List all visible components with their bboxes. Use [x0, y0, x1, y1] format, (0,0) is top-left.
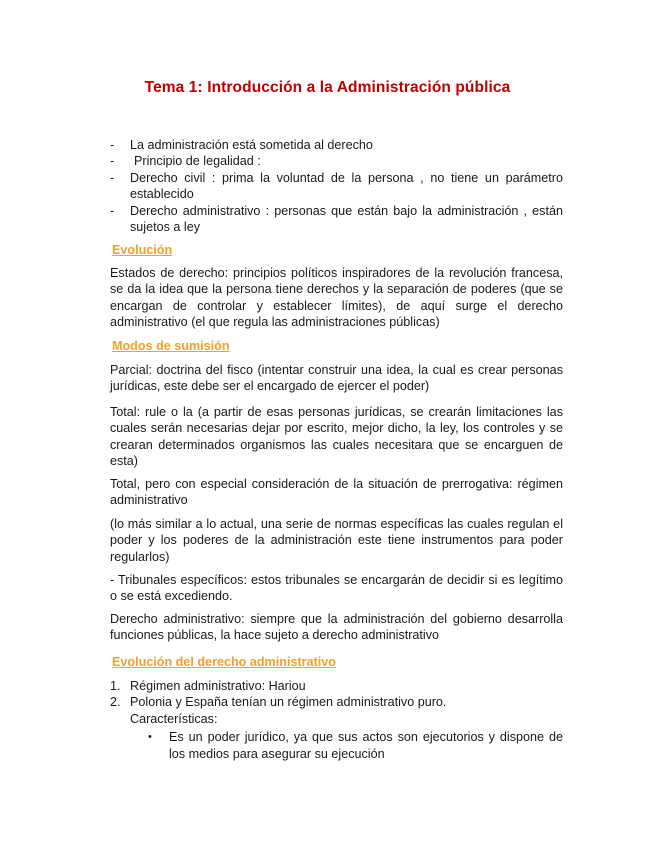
intro-list — [110, 137, 563, 235]
bullet-icon: • — [148, 731, 152, 744]
numbered-list — [110, 678, 563, 762]
list-item: • Es un poder jurídico, ya que sus actos son ejecutorios y dispone de los medios para asegurar su ejecución — [148, 730, 563, 761]
paragraph: Derecho administrativo: siempre que la administración del gobierno desarrolla funciones públicas, la hace sujeto a derecho administrativo — [110, 612, 563, 643]
paragraph: Total, pero con especial consideración de la situación de prerrogativa: régimen administrativo — [110, 477, 563, 508]
list-item: - La administración está sometida al derecho — [110, 138, 373, 152]
paragraph: - Tribunales específicos: estos tribunales se encargarán de decidir si es legítimo o se está excediendo. — [110, 573, 563, 604]
evolucion-paragraph: Estados de derecho: principios políticos inspiradores de la revolución francesa, se da la idea que la persona tiene derechos y la separación de poderes (que se encargan de controlar y establecer límites), de aquí surge el derecho administrativo (el que regula las administraciones públicas) — [110, 266, 563, 330]
list-item: - Principio de legalidad : — [110, 154, 261, 169]
paragraph: (lo más similar a lo actual, una serie de normas específicas las cuales regulan el poder y los poderes de la administración este tiene instrumentos para poder regularlos) — [110, 517, 563, 564]
paragraph: Parcial: doctrina del fisco (intentar construir una idea, la cual es crear personas jurídicas, este debe ser el encargado de ejercer el poder) — [110, 363, 563, 394]
characteristics-label: Características: — [130, 711, 218, 726]
page-title: Tema 1: Introducción a la Administración pública — [144, 79, 511, 96]
paragraph: Total: rule o la (a partir de esas personas jurídicas, se crearán limitaciones las cuales serán necesarias dejar por escrito, mejor dicho, la ley, los controles y se crearan determinados organismos las cuales necesitara que se encarguen de esta) — [110, 405, 563, 469]
list-item: - Derecho civil : prima la voluntad de la persona , no tiene un parámetro establecido — [110, 170, 563, 202]
section-heading-evolucion-derecho: Evolución del derecho administrativo — [112, 655, 336, 669]
section-heading-modos: Modos de sumisión — [112, 339, 230, 353]
section-heading-evolucion: Evolución — [112, 243, 173, 257]
list-item: 2. Polonia y España tenían un régimen administrativo puro. — [110, 695, 447, 710]
list-item: 1. Régimen administrativo: Hariou — [110, 679, 306, 693]
list-item: - Derecho administrativo : personas que están bajo la administración , están sujetos a ley — [110, 203, 563, 235]
